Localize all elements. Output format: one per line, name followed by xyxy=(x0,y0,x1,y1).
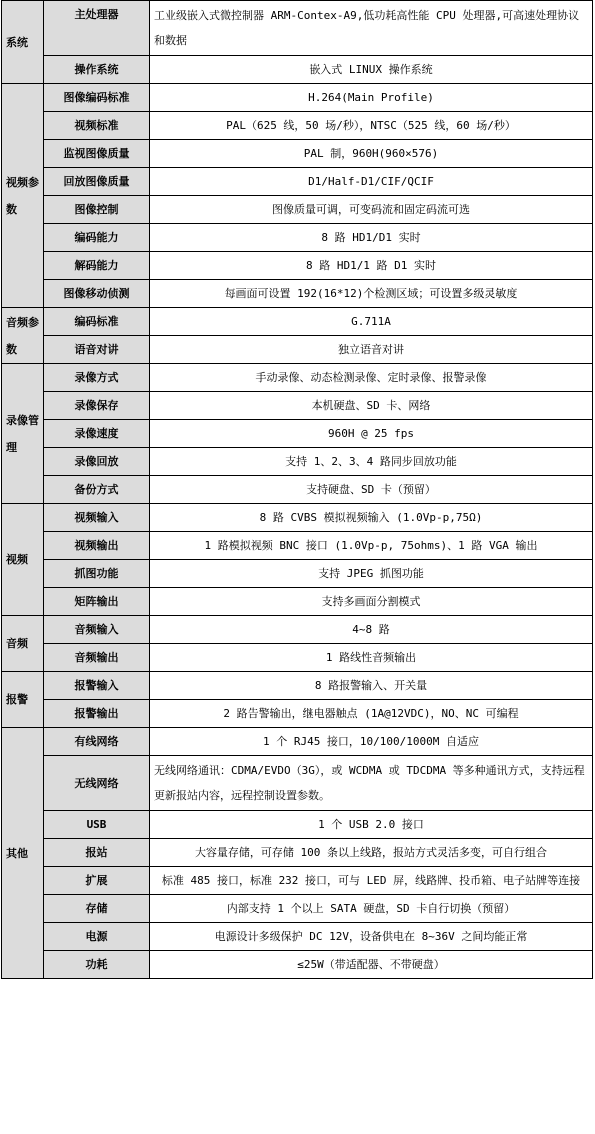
table-row xyxy=(2,811,593,839)
table-row xyxy=(2,728,593,756)
spec-value: H.264(Main Profile) xyxy=(150,84,593,112)
spec-name: 图像编码标准 xyxy=(44,84,150,112)
table-row xyxy=(2,951,593,979)
spec-value: G.711A xyxy=(150,308,593,336)
spec-name: 编码能力 xyxy=(44,224,150,252)
spec-name: 图像移动侦测 xyxy=(44,280,150,308)
spec-value: 1 个 RJ45 接口，10/100/1000M 自适应 xyxy=(150,728,593,756)
spec-value: 嵌入式 LINUX 操作系统 xyxy=(150,56,593,84)
spec-value: 图像质量可调，可变码流和固定码流可选 xyxy=(150,196,593,224)
spec-name: 功耗 xyxy=(44,951,150,979)
table-row xyxy=(2,224,593,252)
table-row xyxy=(2,280,593,308)
spec-name: 音频输出 xyxy=(44,644,150,672)
spec-value: 支持多画面分割模式 xyxy=(150,588,593,616)
table-row xyxy=(2,588,593,616)
spec-name: 视频标准 xyxy=(44,112,150,140)
table-row xyxy=(2,1,593,56)
spec-value: 支持硬盘、SD 卡（预留） xyxy=(150,476,593,504)
table-row xyxy=(2,56,593,84)
spec-value: 标准 485 接口，标准 232 接口，可与 LED 屏，线路牌、投币箱、电子站牌等连接 xyxy=(150,867,593,895)
table-row xyxy=(2,476,593,504)
spec-name: 电源 xyxy=(44,923,150,951)
spec-value: 工业级嵌入式微控制器 ARM-Contex-A9,低功耗高性能 CPU 处理器,可高速处理协议和数据 xyxy=(150,1,593,56)
spec-name: 视频输入 xyxy=(44,504,150,532)
table-row xyxy=(2,448,593,476)
table-row xyxy=(2,756,593,811)
table-row xyxy=(2,839,593,867)
spec-name: 音频输入 xyxy=(44,616,150,644)
category-cell-video: 视频 xyxy=(2,504,44,616)
spec-name: 备份方式 xyxy=(44,476,150,504)
table-row xyxy=(2,616,593,644)
spec-value: 独立语音对讲 xyxy=(150,336,593,364)
category-cell-system: 系统 xyxy=(2,1,44,84)
spec-name: 矩阵输出 xyxy=(44,588,150,616)
table-row xyxy=(2,252,593,280)
table-row xyxy=(2,672,593,700)
category-cell-video-params: 视频参数 xyxy=(2,84,44,308)
table-row xyxy=(2,504,593,532)
category-cell-other: 其他 xyxy=(2,728,44,979)
spec-name: 编码标准 xyxy=(44,308,150,336)
spec-value: 8 路 CVBS 模拟视频输入 (1.0Vp-p,75Ω) xyxy=(150,504,593,532)
spec-value: 手动录像、动态检测录像、定时录像、报警录像 xyxy=(150,364,593,392)
spec-name: 监视图像质量 xyxy=(44,140,150,168)
spec-value: 1 路线性音频输出 xyxy=(150,644,593,672)
category-cell-alarm: 报警 xyxy=(2,672,44,728)
spec-name: 录像保存 xyxy=(44,392,150,420)
spec-name: 扩展 xyxy=(44,867,150,895)
category-cell-recording: 录像管理 xyxy=(2,364,44,504)
spec-value: 本机硬盘、SD 卡、网络 xyxy=(150,392,593,420)
spec-name: 报站 xyxy=(44,839,150,867)
table-row xyxy=(2,420,593,448)
spec-name: 报警输出 xyxy=(44,700,150,728)
spec-name: 抓图功能 xyxy=(44,560,150,588)
table-row xyxy=(2,112,593,140)
table-row xyxy=(2,308,593,336)
spec-name: 解码能力 xyxy=(44,252,150,280)
spec-value: 1 路模拟视频 BNC 接口 (1.0Vp-p, 75ohms)、1 路 VGA 输出 xyxy=(150,532,593,560)
table-row xyxy=(2,923,593,951)
spec-value: 8 路 HD1/1 路 D1 实时 xyxy=(150,252,593,280)
spec-value: 大容量存储，可存储 100 条以上线路，报站方式灵活多变，可自行组合 xyxy=(150,839,593,867)
spec-value: 4~8 路 xyxy=(150,616,593,644)
spec-value: 8 路报警输入、开关量 xyxy=(150,672,593,700)
spec-value: 无线网络通讯：CDMA/EVDO（3G），或 WCDMA 或 TDCDMA 等多种通讯方式，支持远程更新报站内容，远程控制设置参数。 xyxy=(150,756,593,811)
table-row xyxy=(2,140,593,168)
spec-value: 每画面可设置 192(16*12)个检测区域；可设置多级灵敏度 xyxy=(150,280,593,308)
table-row xyxy=(2,700,593,728)
category-cell-audio-params: 音频参数 xyxy=(2,308,44,364)
spec-value: 8 路 HD1/D1 实时 xyxy=(150,224,593,252)
spec-name: 录像回放 xyxy=(44,448,150,476)
table-row xyxy=(2,364,593,392)
spec-name: 主处理器 xyxy=(44,1,150,56)
table-row xyxy=(2,336,593,364)
spec-name: 视频输出 xyxy=(44,532,150,560)
spec-value: 电源设计多级保护 DC 12V，设备供电在 8~36V 之间均能正常 xyxy=(150,923,593,951)
spec-value: 960H @ 25 fps xyxy=(150,420,593,448)
spec-value: 支持 JPEG 抓图功能 xyxy=(150,560,593,588)
table-row xyxy=(2,644,593,672)
spec-value: 2 路告警输出，继电器触点 (1A@12VDC)，NO、NC 可编程 xyxy=(150,700,593,728)
spec-table xyxy=(1,0,593,979)
table-row xyxy=(2,392,593,420)
table-row xyxy=(2,560,593,588)
category-cell-audio: 音频 xyxy=(2,616,44,672)
spec-name: USB xyxy=(44,811,150,839)
spec-name: 报警输入 xyxy=(44,672,150,700)
spec-name: 有线网络 xyxy=(44,728,150,756)
table-row xyxy=(2,867,593,895)
table-row xyxy=(2,532,593,560)
table-row xyxy=(2,196,593,224)
spec-value: PAL 制，960H(960×576) xyxy=(150,140,593,168)
spec-value: 支持 1、2、3、4 路同步回放功能 xyxy=(150,448,593,476)
spec-name: 录像方式 xyxy=(44,364,150,392)
spec-value: 1 个 USB 2.0 接口 xyxy=(150,811,593,839)
spec-name: 图像控制 xyxy=(44,196,150,224)
spec-value: 内部支持 1 个以上 SATA 硬盘，SD 卡自行切换（预留） xyxy=(150,895,593,923)
table-row xyxy=(2,84,593,112)
spec-value: ≤25W（带适配器、不带硬盘） xyxy=(150,951,593,979)
spec-name: 回放图像质量 xyxy=(44,168,150,196)
spec-name: 操作系统 xyxy=(44,56,150,84)
spec-value: D1/Half-D1/CIF/QCIF xyxy=(150,168,593,196)
table-row xyxy=(2,895,593,923)
spec-name: 存储 xyxy=(44,895,150,923)
spec-value: PAL（625 线，50 场/秒），NTSC（525 线，60 场/秒） xyxy=(150,112,593,140)
spec-name: 录像速度 xyxy=(44,420,150,448)
spec-name: 语音对讲 xyxy=(44,336,150,364)
table-row xyxy=(2,168,593,196)
spec-name: 无线网络 xyxy=(44,756,150,811)
